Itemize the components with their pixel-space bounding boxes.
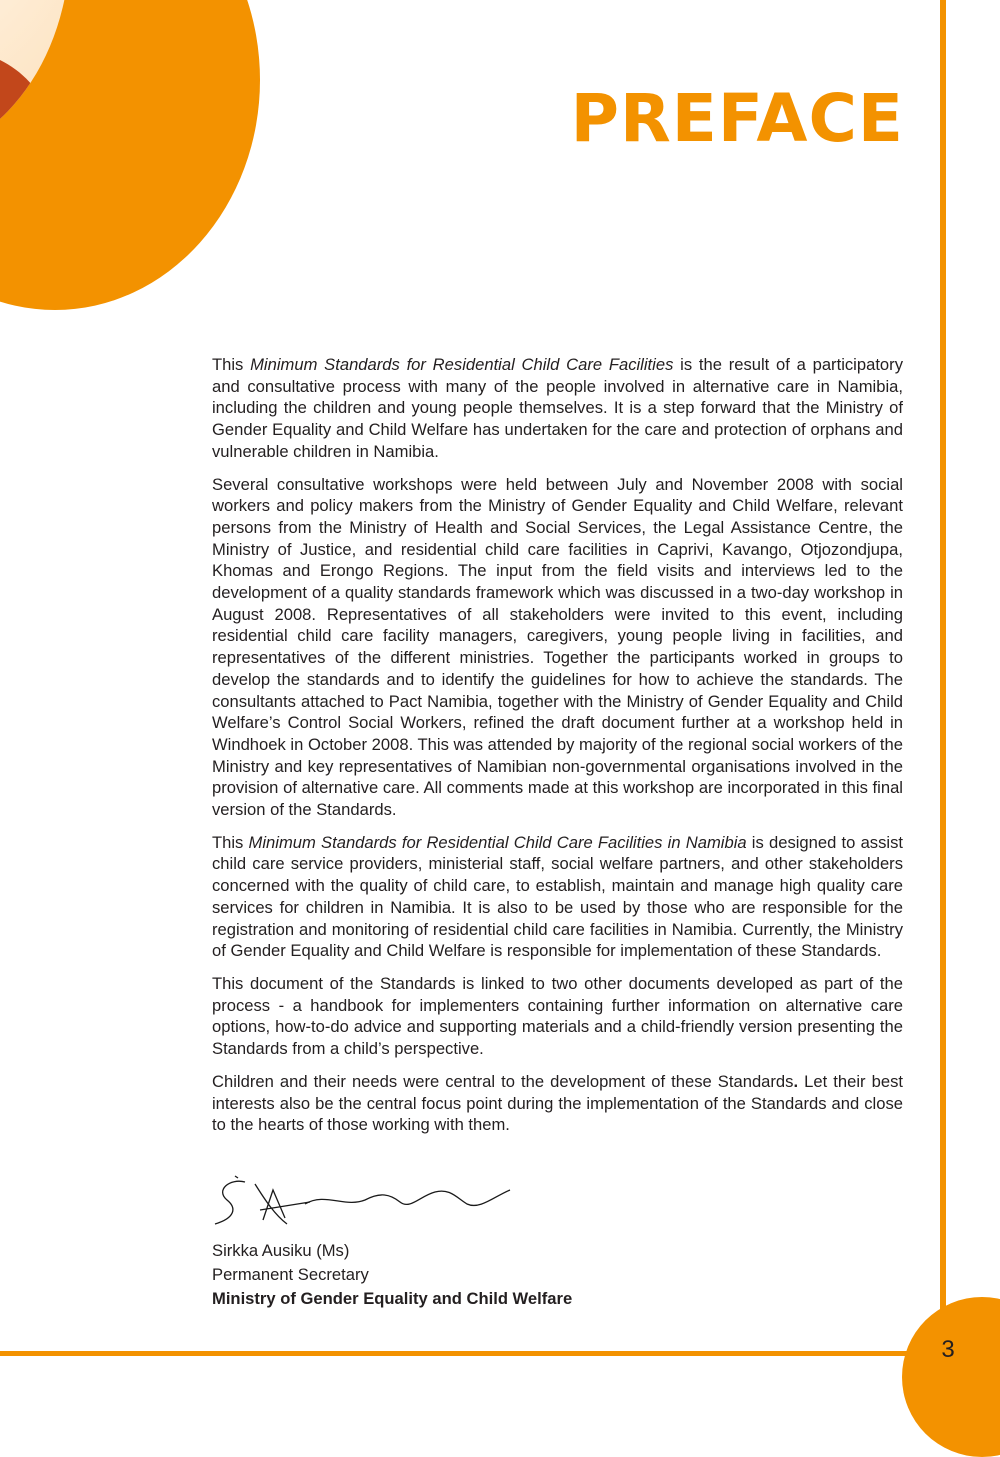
signatory-block (212, 1239, 572, 1311)
signatory-position: Permanent Secretary (212, 1265, 369, 1284)
p3-text: is designed to assist child care service providers, ministerial staff, social welfare partners, and other stakeholders concerned with the quality of child care, to establish, maintain and manage high quality care services for children in Namibia. It is also to be used by those who are responsible for the registration and monitoring of residential child care facilities in Namibia. Currently, the Ministry of Gender Equality and Child Welfare is responsible for implementation of these Standards. (212, 832, 903, 961)
page-number-tab (902, 1297, 1000, 1457)
paragraph-2: Several consultative workshops were held between July and November 2008 with social workers and policy makers from the Ministry of Gender Equality and Child Welfare, relevant persons from the Ministry of Health and Social Services, the Legal Assistance Centre, the Ministry of Justice, and residential child care facilities in Caprivi, Kavango, Otjozondjupa, Khomas and Erongo Regions. The input from the field visits and interviews led to the development of a quality standards framework which was discussed in a two-day workshop in August 2008. Representatives of all stakeholders were invited to this event, including residential child care facility managers, caregivers, young people living in facilities, and representatives of the different ministries. Together the participants worked in groups to develop the standards and to identify the guidelines for how to achieve the standards. The consultants attached to Pact Namibia, together with the Ministry of Gender Equality and Child Welfare’s Control Social Workers, refined the draft document further at a workshop held in Windhoek in October 2008. This was attended by majority of the regional social workers of the Ministry and key representatives of Namibian non-governmental organisations involved in the provision of alternative care. All comments made at this workshop are incorporated in this final version of the Standards. (212, 474, 903, 820)
bottom-border-rule (0, 1351, 1000, 1356)
signatory-organisation: Ministry of Gender Equality and Child Welfare (212, 1289, 573, 1308)
p1-document-title: Minimum Standards for Residential Child Care Facilities (250, 355, 674, 374)
paragraph-5 (212, 1071, 903, 1136)
p5-text-a: Children and their needs were central to the development of these Standards (212, 1071, 794, 1091)
page-title: PREFACE (570, 80, 904, 157)
signatory-name: Sirkka Ausiku (Ms) (212, 1241, 350, 1260)
paragraph-3 (212, 832, 903, 962)
p5-bold-period: . (793, 1071, 799, 1091)
p3-prefix: This (212, 832, 249, 852)
paragraph-4: This document of the Standards is linked to two other documents developed as part of the process - a handbook for implementers containing further information on alternative care options, how-to-do advice and supporting materials and a child-friendly version presenting the Standards from a child’s perspective. (212, 973, 903, 1059)
right-border-rule (940, 0, 946, 1320)
portrait-illustration (0, 0, 70, 160)
preface-body (212, 354, 903, 1147)
p1-prefix: This (212, 355, 251, 374)
p1-text: is the result of a participatory and consultative process with many of the people involved in alternative care in Namibia, including the children and young people themselves. It is a step forward that the Ministry of Gender Equality and Child Welfare has undertaken for the care and protection of orphans and vulnerable children in Namibia. (212, 355, 903, 461)
paragraph-1 (212, 354, 903, 463)
portrait-photo (0, 0, 70, 160)
corner-decoration (0, 0, 260, 310)
page-number: 3 (941, 1336, 955, 1363)
handwritten-signature (205, 1170, 525, 1232)
p3-document-title: Minimum Standards for Residential Child Care Facilities in Namibia (248, 832, 747, 852)
p5-text-b: Let their best interests also be the central focus point during the implementation of the Standards and close to the hearts of those working with them. (212, 1071, 903, 1135)
